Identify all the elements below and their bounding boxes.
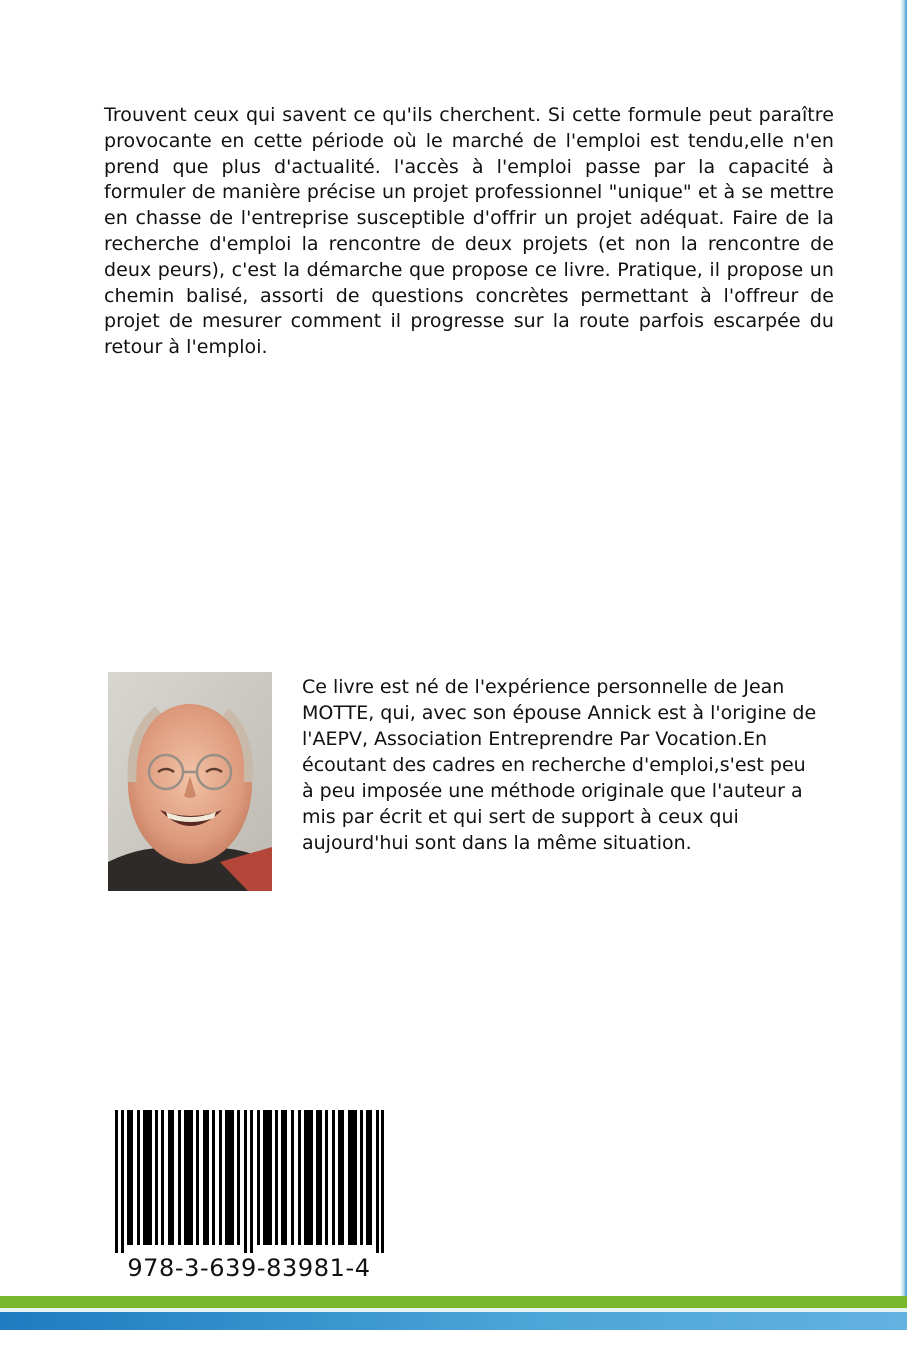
bottom-stripe-green [0,1296,907,1308]
back-cover-blurb: Trouvent ceux qui savent ce qu'ils cherchent. Si cette formule peut paraître provocante en cette période où le marché de l'emploi est tendu,elle n'en prend que plus d'actualité. l'accès à l'emploi passe par la capacité à formuler de manière précise un projet professionnel "unique" et à se mettre en chasse de l'entreprise susceptible d'offrir un projet adéquat. Faire de la recherche d'emploi la rencontre de deux projets (et non la rencontre de deux peurs), c'est la démarche que propose ce livre. Pratique, il propose un chemin balisé, assorti de questions concrètes permettant à l'offreur de projet de mesurer comment il progresse sur la route parfois escarpée du retour à l'emploi. [104,104,834,359]
bottom-stripe-blue [0,1312,907,1330]
author-bio: Ce livre est né de l'expérience personnelle de Jean MOTTE, qui, avec son épouse Annick est à l'origine de l'AEPV, Association Entreprendre Par Vocation.En écoutant des cadres en recherche d'emploi,s'est peu à peu imposée une méthode originale que l'auteur a mis par écrit et qui sert de support à ceux qui aujourd'hui sont dans la même situation. [302,676,817,854]
cover-edge [900,0,907,1300]
isbn-barcode [113,1110,385,1253]
author-photo [108,672,272,891]
isbn-number: 978-3-639-83981-4 [127,1254,371,1282]
